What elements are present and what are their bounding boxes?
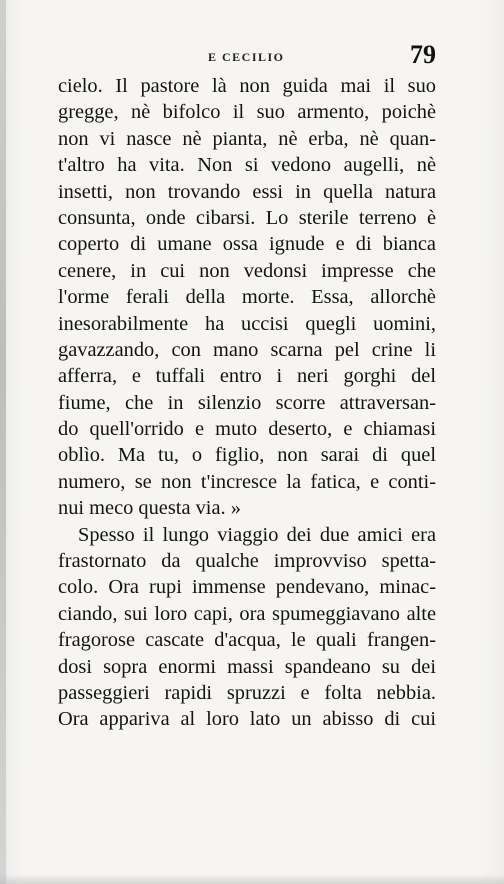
text-line: t'altro ha vita. Non si vedono augelli, nè xyxy=(58,154,436,177)
text-line: consunta, onde cibarsi. Lo sterile terreno è xyxy=(58,206,436,229)
text-line: gregge, nè bifolco il suo armento, poichè xyxy=(58,101,436,124)
text-line: insetti, non trovando essi in quella natura xyxy=(58,180,436,203)
text-line: dosi sopra enormi massi spandeano su dei xyxy=(58,655,436,678)
text-line: do quell'orrido e muto deserto, e chiamasi xyxy=(58,418,436,441)
binding-edge xyxy=(0,0,6,884)
page-header xyxy=(60,40,436,76)
body-text xyxy=(58,73,436,733)
text-line: passeggieri rapidi spruzzi e folta nebbia. xyxy=(58,681,436,704)
text-line: inesorabilmente ha uccisi quegli uomini, xyxy=(58,312,436,335)
text-line: frastornato da qualche improvviso spetta- xyxy=(58,550,436,573)
text-line: oblìo. Ma tu, o figlio, non sarai di quel xyxy=(58,444,436,467)
text-line: afferra, e tuffali entro i neri gorghi del xyxy=(58,365,436,388)
text-line: numero, se non t'incresce la fatica, e conti- xyxy=(58,470,436,493)
text-line: fiume, che in silenzio scorre attraversan- xyxy=(58,391,436,414)
text-line: non vi nasce nè pianta, nè erba, nè quan- xyxy=(58,127,436,150)
page-bottom-edge xyxy=(0,874,504,884)
text-line: Ora appariva al loro lato un abisso di cui xyxy=(58,708,436,731)
text-line: cenere, in cui non vedonsi impresse che xyxy=(58,259,436,282)
text-line: gavazzando, con mano scarna pel crine li xyxy=(58,338,436,361)
text-line: cielo. Il pastore là non guida mai il suo xyxy=(58,75,436,97)
text-line: colo. Ora rupi immense pendevano, minac- xyxy=(58,576,436,599)
text-line: fragorose cascate d'acqua, le quali frangen- xyxy=(58,629,436,652)
text-line: ciando, sui loro capi, ora spumeggiavano alte xyxy=(58,602,436,625)
text-line: nui meco questa via. » xyxy=(58,497,241,520)
text-line: l'orme ferali della morte. Essa, allorchè xyxy=(58,286,436,309)
text-line: Spesso il lungo viaggio dei due amici era xyxy=(78,523,436,546)
text-line: coperto di umane ossa ignude e di bianca xyxy=(58,233,436,256)
running-head: E CECILIO xyxy=(208,50,285,64)
page-number: 79 xyxy=(410,40,436,69)
